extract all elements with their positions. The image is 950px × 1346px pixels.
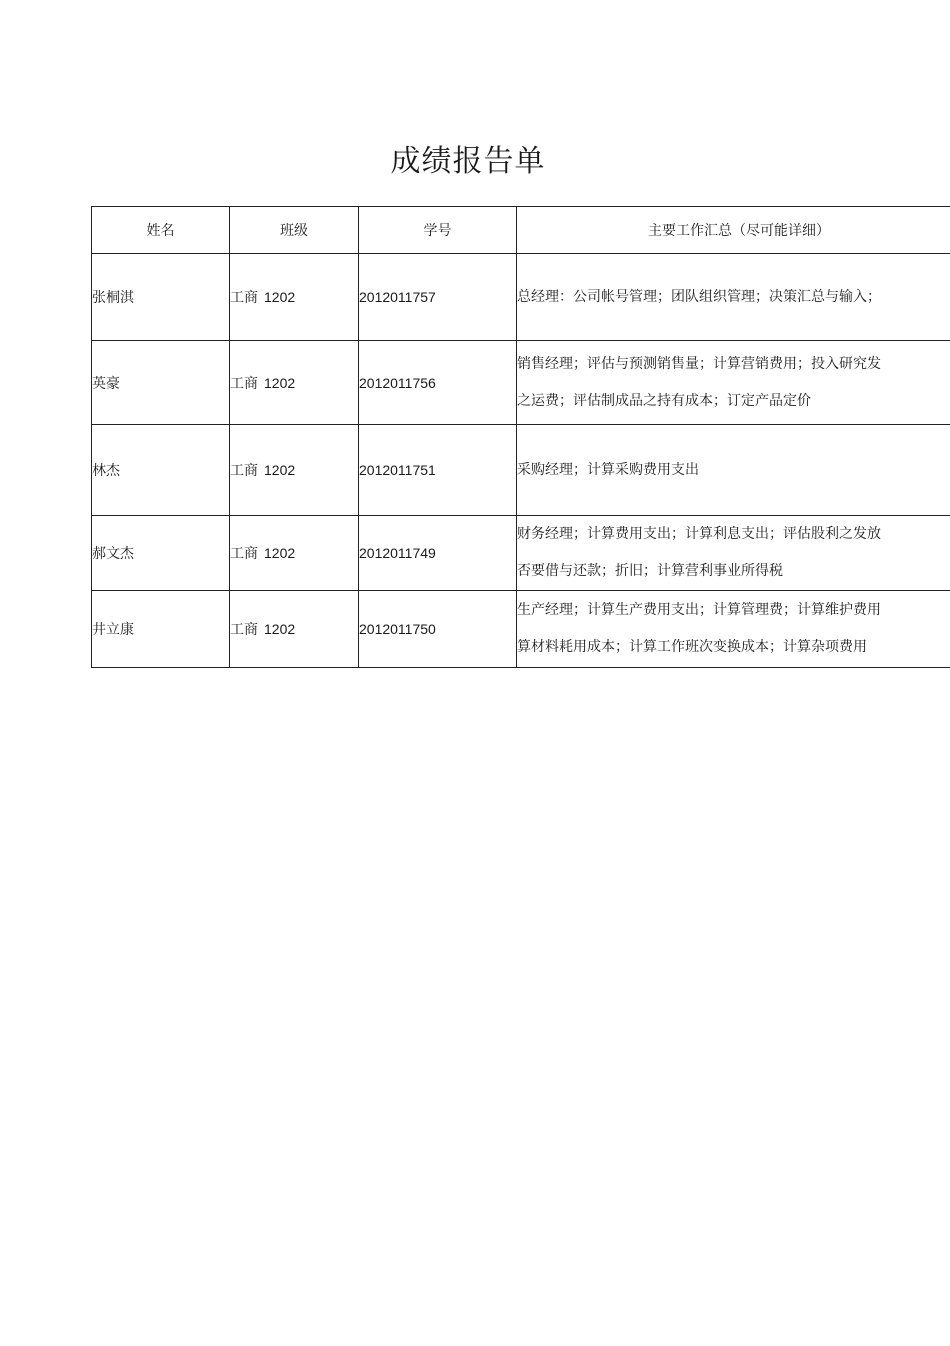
class-prefix: 工商 xyxy=(230,290,258,306)
cell-class xyxy=(230,591,359,668)
report-table xyxy=(91,206,950,668)
work-line: 财务经理；计算费用支出；计算利息支出；评估股利之发放 xyxy=(517,526,881,542)
cell-class xyxy=(230,516,359,591)
cell-class xyxy=(230,425,359,516)
page-title: 成绩报告单 xyxy=(390,144,546,179)
class-prefix: 工商 xyxy=(230,375,258,392)
work-line: 之运费；评估制成品之持有成本；订定产品定价 xyxy=(517,392,811,409)
cell-class xyxy=(230,341,359,425)
class-prefix: 工商 xyxy=(230,546,258,562)
header-name: 姓名 xyxy=(92,207,230,254)
cell-work xyxy=(517,516,950,591)
table-row xyxy=(92,341,950,425)
class-number: 1202 xyxy=(264,289,296,305)
cell-work xyxy=(517,425,950,516)
work-line: 算材料耗用成本；计算工作班次变换成本；计算杂项费用 xyxy=(517,639,867,655)
cell-student-id: 2012011751 xyxy=(359,425,517,516)
table-row xyxy=(92,516,950,591)
cell-student-id: 2012011757 xyxy=(359,254,517,341)
table-header-row xyxy=(92,207,950,254)
class-prefix: 工商 xyxy=(230,463,258,479)
work-line: 生产经理；计算生产费用支出；计算管理费；计算维护费用 xyxy=(517,602,881,618)
cell-student-id: 2012011756 xyxy=(359,341,517,425)
class-number: 1202 xyxy=(264,462,296,478)
cell-student-id: 2012011750 xyxy=(359,591,517,668)
cell-class xyxy=(230,254,359,341)
cell-name: 井立康 xyxy=(92,591,230,668)
cell-name: 林杰 xyxy=(92,425,230,516)
cell-name: 张桐淇 xyxy=(92,254,230,341)
cell-work xyxy=(517,341,950,425)
cell-work xyxy=(517,254,950,341)
class-number: 1202 xyxy=(264,374,296,391)
cell-name: 郝文杰 xyxy=(92,516,230,591)
class-number: 1202 xyxy=(264,621,296,637)
cell-name: 英豪 xyxy=(92,341,230,425)
header-student-id: 学号 xyxy=(359,207,517,254)
table-row xyxy=(92,254,950,341)
work-line: 采购经理；计算采购费用支出 xyxy=(517,461,699,478)
cell-student-id: 2012011749 xyxy=(359,516,517,591)
cell-work xyxy=(517,591,950,668)
class-number: 1202 xyxy=(264,545,296,561)
work-line: 销售经理；评估与预测销售量；计算营销费用；投入研究发 xyxy=(517,355,881,372)
class-prefix: 工商 xyxy=(230,622,258,638)
table-row xyxy=(92,425,950,516)
work-line: 否要借与还款；折旧；计算营利事业所得税 xyxy=(517,563,783,579)
header-work: 主要工作汇总（尽可能详细） xyxy=(517,207,950,254)
table-row xyxy=(92,591,950,668)
work-line: 总经理：公司帐号管理；团队组织管理；决策汇总与输入； xyxy=(517,288,881,305)
header-class: 班级 xyxy=(230,207,359,254)
